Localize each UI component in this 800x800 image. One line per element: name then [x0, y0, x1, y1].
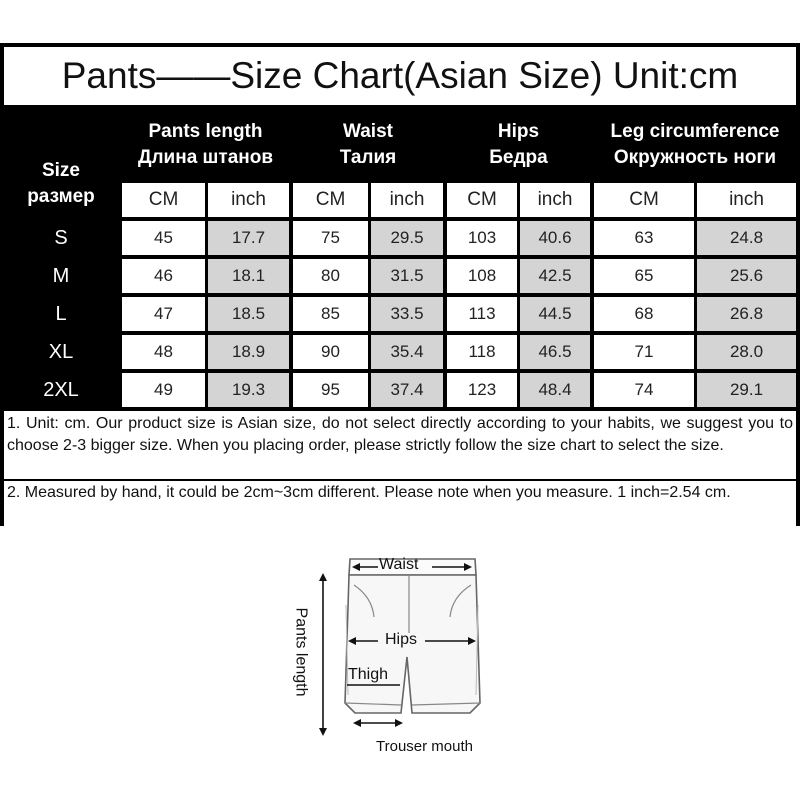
size-header-ru: размер — [27, 186, 95, 207]
table-cell: 80 — [293, 259, 368, 293]
table-cell: 17.7 — [208, 221, 289, 255]
table-cell: 37.4 — [371, 373, 443, 407]
unit-cm-header: CM — [122, 183, 205, 217]
hips-header-ru: Бедра — [489, 147, 548, 168]
hips-header — [447, 109, 590, 181]
table-cell: 118 — [447, 335, 517, 369]
thigh-label: Thigh — [348, 666, 389, 683]
pants-length-label: Pants length — [292, 607, 310, 697]
note-1: 1. Unit: cm. Our product size is Asian size, do not select directly according to your habits, we suggest you to choose 2-3 bigger size. When you placing order, please strictly follow the size chart to select the size. — [4, 411, 796, 479]
pants-length-header-ru: Длина штанов — [137, 147, 274, 168]
waist-header-ru: Талия — [339, 147, 397, 168]
size-label: L — [55, 302, 67, 325]
table-cell: 113 — [447, 297, 517, 331]
table-cell: 18.9 — [208, 335, 289, 369]
table-cell: 108 — [447, 259, 517, 293]
table-cell: 63 — [594, 221, 694, 255]
unit-cm-header: CM — [447, 183, 517, 217]
table-cell: 33.5 — [371, 297, 443, 331]
pants-length-header-en: Pants length — [148, 121, 263, 142]
table-cell: 48.4 — [520, 373, 590, 407]
table-cell: 18.1 — [208, 259, 289, 293]
waist-header-en: Waist — [343, 121, 393, 142]
hips-label: Hips — [385, 631, 418, 648]
table-cell: 74 — [594, 373, 694, 407]
table-cell: 95 — [293, 373, 368, 407]
table-cell: 29.5 — [371, 221, 443, 255]
table-cell: 46.5 — [520, 335, 590, 369]
table-cell: 40.6 — [520, 221, 590, 255]
unit-inch-header: inch — [520, 183, 590, 217]
unit-cm-header: CM — [594, 183, 694, 217]
size-label: S — [54, 226, 68, 249]
table-cell: 29.1 — [697, 373, 796, 407]
size-label: 2XL — [43, 378, 79, 401]
leg-circumference-header — [594, 109, 796, 181]
table-cell: 42.5 — [520, 259, 590, 293]
table-cell: 90 — [293, 335, 368, 369]
table-cell: 49 — [122, 373, 205, 407]
size-label: XL — [48, 340, 74, 363]
pants-length-header — [122, 109, 289, 181]
waist-header — [293, 109, 443, 181]
table-cell: 65 — [594, 259, 694, 293]
table-cell: 26.8 — [697, 297, 796, 331]
trouser-mouth-label: Trouser mouth — [376, 738, 473, 755]
pants-diagram — [280, 545, 520, 765]
table-cell: 85 — [293, 297, 368, 331]
unit-inch-header: inch — [371, 183, 443, 217]
table-cell: 46 — [122, 259, 205, 293]
pants-illustration — [280, 545, 520, 765]
unit-cm-header: CM — [293, 183, 368, 217]
leg-circumference-header-en: Leg circumference — [610, 121, 780, 142]
table-cell: 19.3 — [208, 373, 289, 407]
chart-title: Pants——Size Chart(Asian Size) Unit:cm — [4, 47, 796, 105]
table-cell: 68 — [594, 297, 694, 331]
waist-label: Waist — [379, 556, 419, 573]
table-cell: 28.0 — [697, 335, 796, 369]
size-chart — [0, 43, 800, 526]
table-cell: 18.5 — [208, 297, 289, 331]
table-cell: 44.5 — [520, 297, 590, 331]
table-cell: 35.4 — [371, 335, 443, 369]
table-cell: 25.6 — [697, 259, 796, 293]
table-cell: 123 — [447, 373, 517, 407]
table-cell: 71 — [594, 335, 694, 369]
table-cell: 24.8 — [697, 221, 796, 255]
table-cell: 48 — [122, 335, 205, 369]
size-header-en: Size — [41, 160, 81, 181]
leg-circumference-header-ru: Окружность ноги — [613, 147, 777, 168]
table-cell: 75 — [293, 221, 368, 255]
unit-inch-header: inch — [208, 183, 289, 217]
unit-inch-header: inch — [697, 183, 796, 217]
size-label: M — [52, 264, 70, 287]
table-cell: 31.5 — [371, 259, 443, 293]
table-cell: 45 — [122, 221, 205, 255]
table-cell: 47 — [122, 297, 205, 331]
table-cell: 103 — [447, 221, 517, 255]
note-2: 2. Measured by hand, it could be 2cm~3cm different. Please note when you measure. 1 inch=2.54 cm. — [4, 481, 796, 526]
hips-header-en: Hips — [497, 121, 540, 142]
